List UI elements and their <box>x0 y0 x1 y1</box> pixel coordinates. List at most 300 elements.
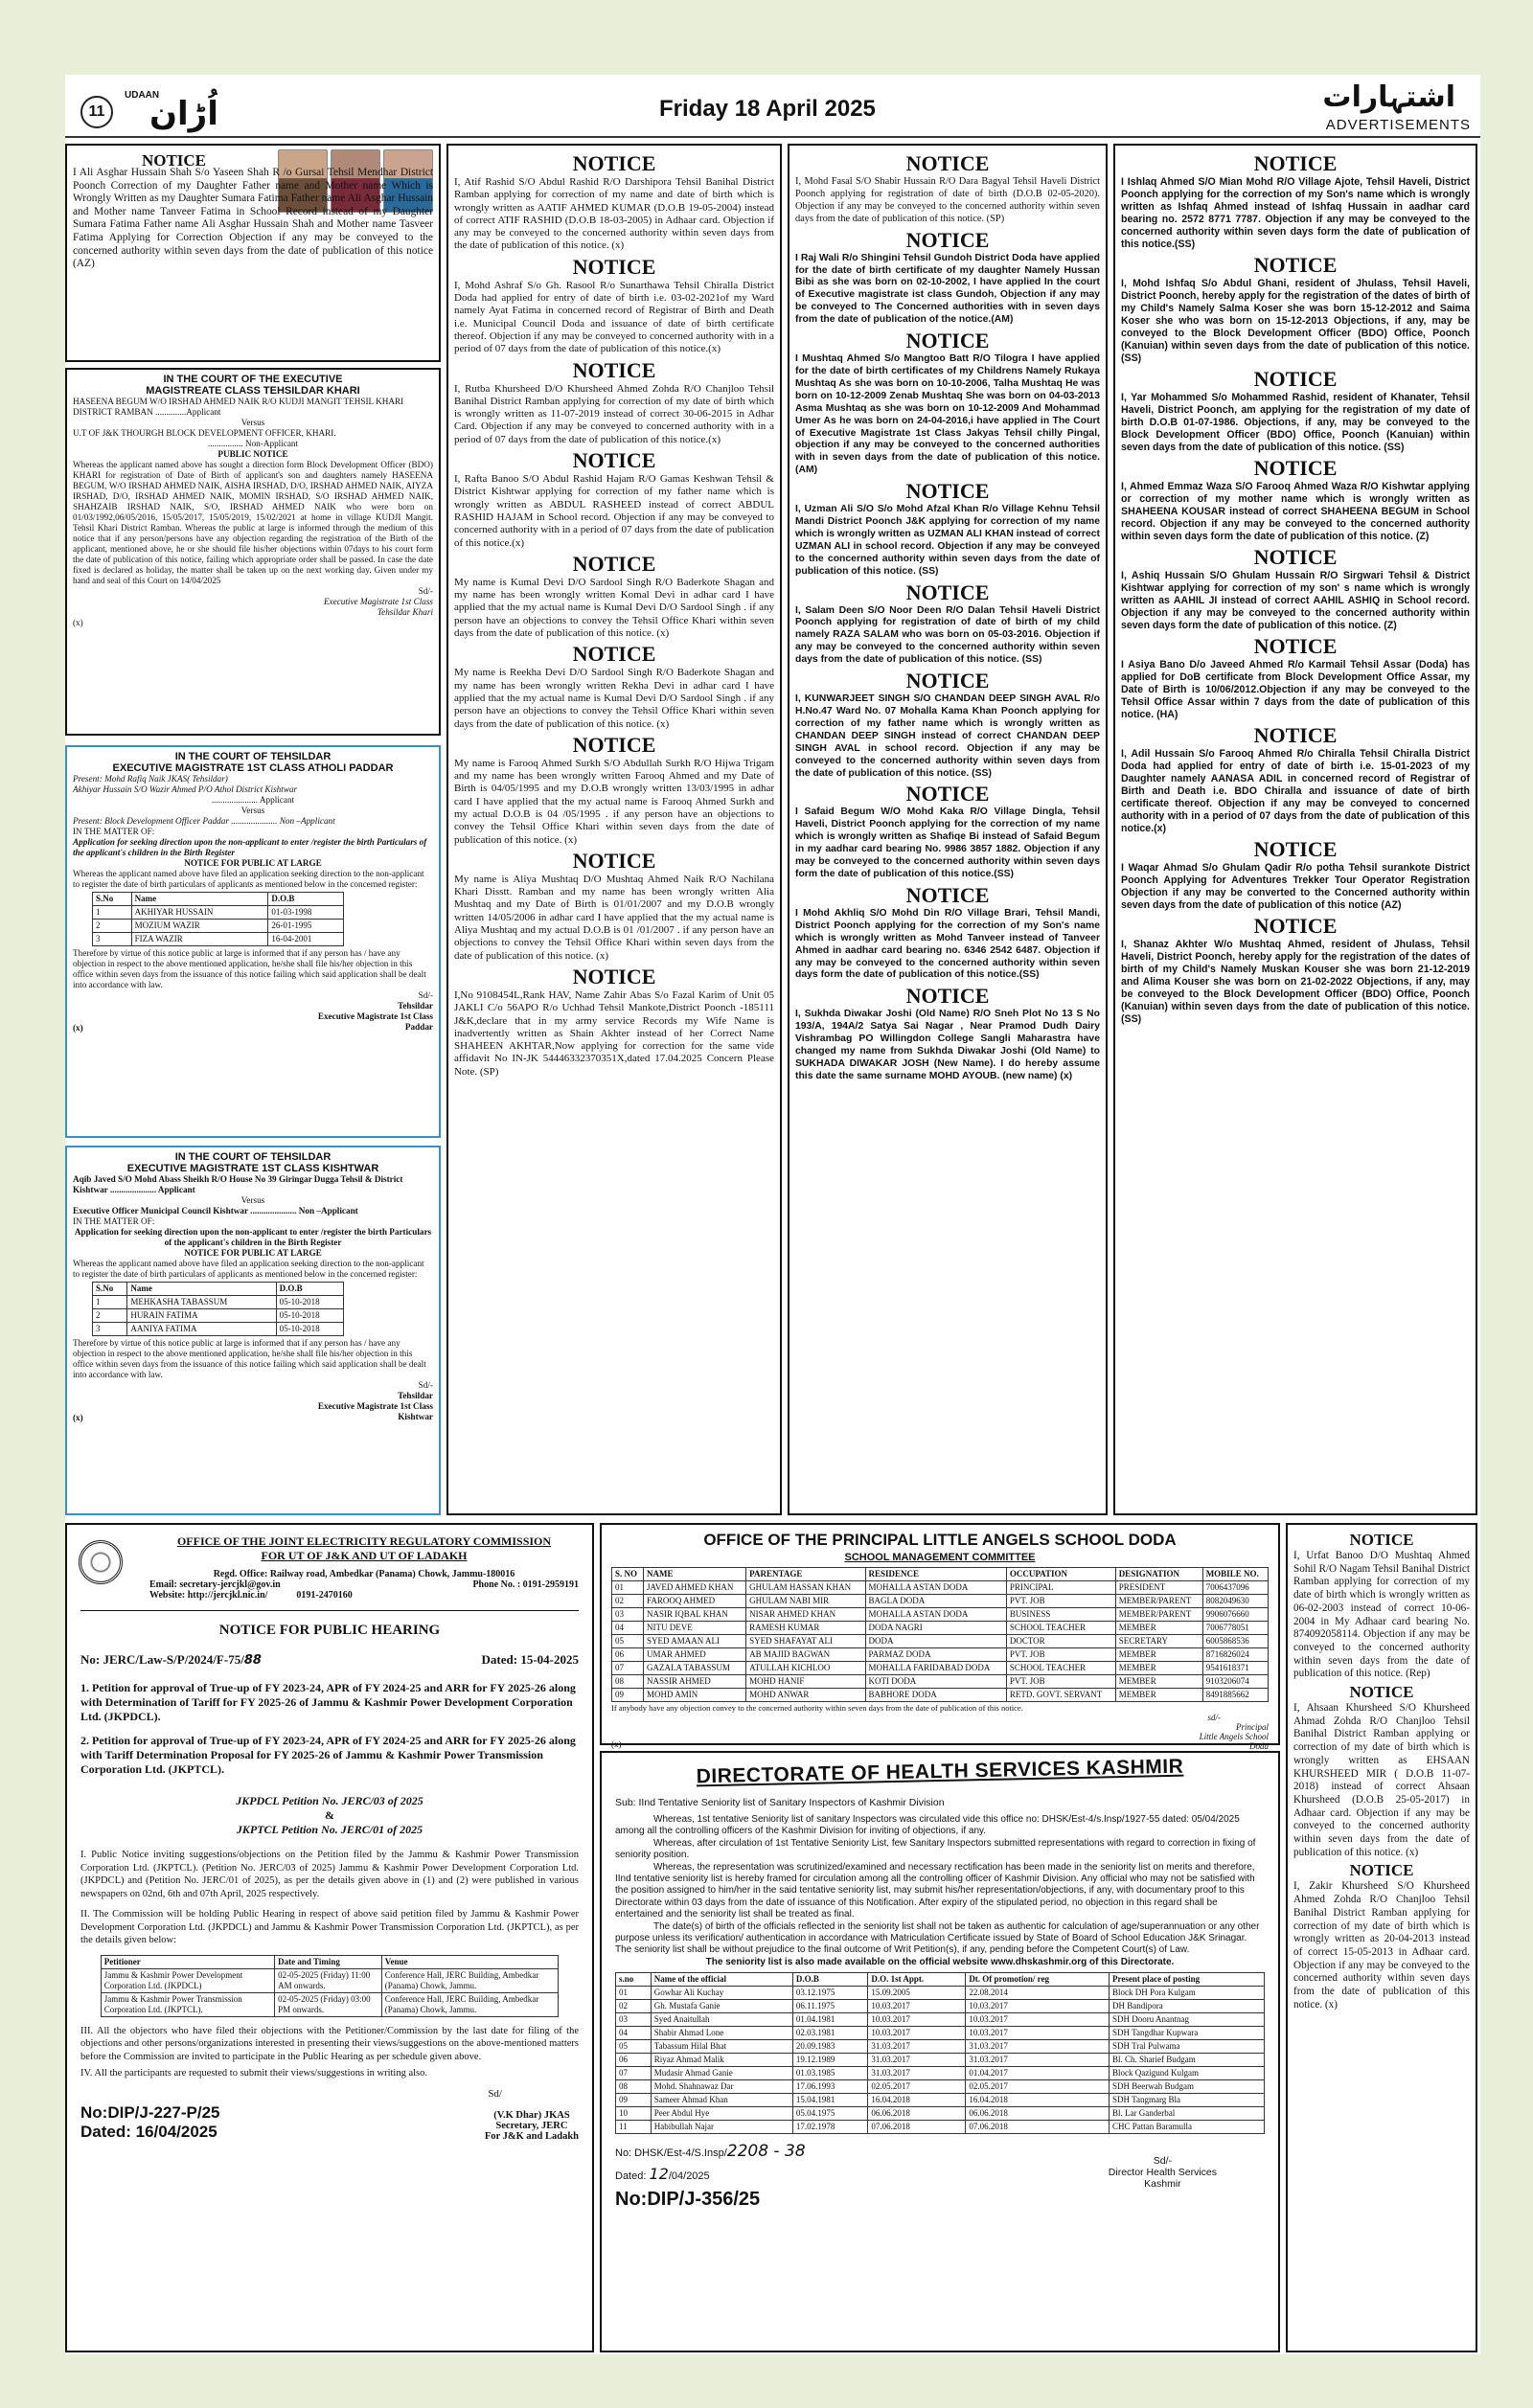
school-heading: OFFICE OF THE PRINCIPAL LITTLE ANGELS SCHOOL DODA <box>703 1531 1177 1549</box>
table-cell: AKHIYAR HUSSAIN <box>131 906 268 920</box>
table-cell: PVT. JOB <box>1006 1648 1115 1662</box>
table-cell: MOHD HANIF <box>746 1675 865 1689</box>
table-cell: 1 <box>93 906 132 920</box>
table-cell: Conference Hall, JERC Building, Ambedkar (Panama) Chowk, Jammu. <box>381 1968 558 1992</box>
table-cell: MOHALLA ASTAN DODA <box>865 1581 1006 1595</box>
notice-title: NOTICE <box>1253 151 1338 175</box>
section-title-urdu: اشتہارات <box>1322 80 1455 114</box>
dhs-para-1: Whereas, 1st tentative Seniority list of sanitary Inspectors was circulated vide this office no: DHSK/Est-4/s.Insp/1927-55 dated: 05/04/2025 among all the controlling officers of the Kashmir Division for inviting of objections, if any. <box>615 1814 1240 1837</box>
table-cell: 06.11.1975 <box>792 2000 867 2013</box>
jerc-title: NOTICE FOR PUBLIC HEARING <box>218 1623 441 1638</box>
table-cell: 05.04.1975 <box>792 2107 867 2121</box>
table-row <box>93 906 344 920</box>
notice-body: I, Rutba Khursheed D/O Khursheed Ahmed Zohda R/O Chanjloo Tehsil Banihal District Ramban applying for correction of my date of birth which is wrongly written as 11-07-2019 instead of correct 30-06-2015 in Adhar Card. Objection if any may be conveyed to concerned authority with in a period of 07 days from the date of publication of this notice.(x) <box>454 382 774 445</box>
notice-body: I, Sukhda Diwakar Joshi (Old Name) R/O Sneh Plot No 13 S No 193/A, 194A/2 Satya Sai Nagar , Near Pramod Dudh Dairy Vishrambag PO Willingdon College Sangli Maharastra have changed my name from Sukhda Diwakar Joshi (Old Name) to SUKHADA DIWAKAR JOSH (New Name). I do hereby assume this date the same surname MOHD AYOUB. (new name) (x) <box>795 1009 1100 1081</box>
seniority-table <box>615 1972 1265 2134</box>
table-header-cell: Name <box>131 893 268 906</box>
clause-ii: II. The Commission will be holding Public Hearing in respect of above said petition filed by Jammu & Kashmir Power Development Corporation Ltd. (JKPDCL) and Jammu & Kashmir Power Transmission Corporation Ltd. (JKPTCL), as per the details given below: <box>80 1909 579 1945</box>
table-cell: AANIYA FATIMA <box>127 1323 276 1336</box>
table-cell: 05 <box>612 1635 644 1648</box>
signatory-name: (V.K Dhar) JKAS <box>493 2109 570 2121</box>
table-cell: KOTI DODA <box>865 1675 1006 1689</box>
table-cell: 7006437096 <box>1202 1581 1268 1595</box>
table-cell: 9906076660 <box>1202 1608 1268 1622</box>
table-cell: Tabassum Hilal Bhat <box>651 2040 792 2054</box>
jerc-contact <box>149 1579 579 1590</box>
table-header-cell: Name of the official <box>651 1973 792 1987</box>
jerc-phone: Phone No. : 0191-2959191 <box>472 1579 579 1590</box>
table-row <box>101 1968 558 1992</box>
table-row <box>612 1622 1269 1635</box>
table-header-cell: OCCUPATION <box>1006 1568 1115 1581</box>
signatory-subtitle: Executive Magistrate 1st Class <box>317 1011 433 1021</box>
table-cell: MOHD AMIN <box>644 1689 746 1702</box>
public-notice-title: PUBLIC NOTICE <box>217 449 288 459</box>
table-cell: 19.12.1989 <box>792 2054 867 2067</box>
notice-title: NOTICE <box>905 227 990 252</box>
table-header-cell: PARENTAGE <box>746 1568 865 1581</box>
jerc-email: Email: secretary-jercjkl@gov.in <box>149 1579 281 1590</box>
hearing-schedule-table <box>101 1955 559 2017</box>
table-cell: 02 <box>612 1595 644 1608</box>
table-cell: 31.03.2017 <box>868 2040 966 2054</box>
notice-intro: Whereas the applicant named above have filed an application seeking direction to the non-applicant to register the date of birth particulars of applicants as mentioned below in the concerned register: <box>73 1259 424 1279</box>
dhs-footer <box>615 2142 1265 2211</box>
notice-title: NOTICE <box>572 448 656 473</box>
dip-number: No:DIP/J-227-P/25 <box>80 2102 220 2122</box>
jerc-footer <box>80 2103 579 2142</box>
notice-body: I, Mohd Ishfaq S/o Abdul Ghani, resident of Jhulass, Tehsil Haveli, District Poonch, hereby apply for the registration of the dates of birth of my Child's Namely Salma Koser she was born 15-12-2012 and Saima Koser she who was born on 15-12-2013 Objections, if any, may be conveyed to the Block Development Officer (BDO) Office, Poonch (Kanuian) within seven days from the date of publication of this notice.(SS) <box>1121 278 1470 364</box>
notice-title: NOTICE <box>572 357 656 382</box>
table-row <box>616 2107 1265 2121</box>
table-header-cell: D.O. 1st Appt. <box>868 1973 966 1987</box>
table-cell: MEMBER <box>1115 1622 1202 1635</box>
logo-urdu: اُڑان <box>149 95 218 133</box>
table-cell: GHULAM NABI MIR <box>746 1595 865 1608</box>
notice-body: I, Ahmed Emmaz Waza S/O Farooq Ahmed Waza R/O Kishwtar applying or correction of my mother name which is wrongly written as SHAHEENA KOUSAR instead of correct SHAHEENA BEGUM in School record. Objection if any may be conveyed to the concerned authority within seven days form the date of publication of this notice. (Z) <box>1121 481 1470 542</box>
table-cell: 01-03-1998 <box>268 906 344 920</box>
dhs-date-handwritten: 12 <box>649 2165 669 2184</box>
notice-court-kishtwar <box>65 1146 441 1515</box>
table-cell: SYED SHAFAYAT ALI <box>746 1635 865 1648</box>
table-row <box>612 1689 1269 1702</box>
notice-title: NOTICE <box>1253 367 1338 391</box>
table-header-cell: S. NO <box>612 1568 644 1581</box>
table-cell: 02 <box>616 2000 652 2013</box>
clause-iv: IV. All the participants are requested to submit their views/suggestions in writing also. <box>80 2068 427 2079</box>
table-cell: 9103206074 <box>1202 1675 1268 1689</box>
table-cell: 10.03.2017 <box>868 2000 966 2013</box>
table-cell: Gowhar Ali Kuchay <box>651 1987 792 2000</box>
table-cell: 9541618371 <box>1202 1662 1268 1675</box>
table-cell: 8082049630 <box>1202 1595 1268 1608</box>
dhs-para-5: The seniority list is also made available on the official website www.dhskashmir.org of this Directorate. <box>705 1956 1175 1967</box>
applicant: Akhiyar Hussain S/O Wazir Ahmed P/O Athol District Kishtwar <box>73 784 298 794</box>
notice-title: NOTICE <box>1253 634 1338 658</box>
table-header-cell: Petitioner <box>101 1955 274 1968</box>
notice-title: NOTICE <box>1253 837 1338 861</box>
dhs-ref-no: No: DHSK/Est-4/S.Insp/ <box>615 2147 727 2160</box>
jerc-fax: 0191-2470160 <box>296 1590 353 1601</box>
table-cell: 15.04.1981 <box>792 2094 867 2107</box>
dhs-para-4: The date(s) of birth of the officials reflected in the seniority list shall not be taken as authentic for calculation of age/superannuation or any other purpose unless its verification/ authentication in accordance with Matriculation Certificate issued by State of Board of School Education J&K Srinagar. The seniority list shall be without prejudice to the final outcome of Writ Petition(s), if any, pending before the Competent Court(s) of Law. <box>615 1920 1260 1956</box>
public-notice-title: NOTICE FOR PUBLIC AT LARGE <box>184 858 322 868</box>
notice-body: I, KUNWARJEET SINGH S/O CHANDAN DEEP SINGH AVAL R/o H.No.47 Ward No. 07 Mohalla Kama Khan Poonch applying for correction of my father name which is wrongly written as CHANDAN DEEP SINGH instead of correct CHANDAN DEEP SINGH AVAL in school record. Objection if any may be conveyed to the concerned authority within seven days from the date of publication of this notice. (SS) <box>795 693 1100 779</box>
clause-iii: III. All the objectors who have filed their objections with the Petitioner/Commission by the last date for filing of the objections and other persons/organizations interested in presenting their views/suggestions on the above-mentioned matters before the Commission are invited to participate in the Public Hearing as per schedule given above. <box>80 2025 579 2062</box>
table-cell: SECRETARY <box>1115 1635 1202 1648</box>
table-header-cell: DESIGNATION <box>1115 1568 1202 1581</box>
table-cell: RETD. GOVT. SERVANT <box>1006 1689 1115 1702</box>
notices-column-3 <box>788 144 1108 1515</box>
notice-body: I, Ashiq Hussain S/O Ghulam Hussain R/O Sirgwari Tehsil & District Kishtwar applying for correction of my son' s name which is wrongly written as AAHIL JI instead of correct AAHIL ASHIQ in School record. Objection if any may be conveyed to the concerned authority within seven days form the date of publication of this notice. (Z) <box>1121 570 1470 631</box>
table-cell: 02.05.2017 <box>966 2080 1110 2094</box>
table-row <box>612 1675 1269 1689</box>
table-row <box>101 1992 558 2016</box>
respondent: Executive Officer Municipal Council Kishtwar ..................... Non –Applicant <box>73 1206 358 1215</box>
notice-body: My name is Kumal Devi D/O Sardool Singh R/O Baderkote Shagan and my name has been wrongly written Komal Devi in adhar card I have applied that the my actual name is Kumal Devi D/O Sardool Singh . if any person have an objections to convey the Tehsil Office Khari within seven days from the date of publication of this notice. (x) <box>454 576 774 640</box>
table-cell: DODA NAGRI <box>865 1622 1006 1635</box>
notice-title: NOTICE <box>905 669 990 693</box>
table-cell: 05-10-2018 <box>276 1309 344 1323</box>
signatory-title: Tehsildar <box>398 1391 433 1400</box>
logo-text: UDAAN <box>125 90 160 101</box>
table-cell: 10 <box>616 2107 652 2121</box>
table-cell: MEMBER/PARENT <box>1115 1595 1202 1608</box>
table-cell: Conference Hall, JERC Building, Ambedkar (Panama) Chowk, Jammu. <box>381 1992 558 2016</box>
notice-court-paddar <box>65 745 441 1138</box>
jerc-web-line <box>149 1590 579 1601</box>
table-cell: 10.03.2017 <box>966 2013 1110 2027</box>
table-header-cell: S.No <box>93 893 132 906</box>
notice-title: NOTICE <box>1253 253 1338 277</box>
dhs-date-rest: /04/2025 <box>668 2170 710 2183</box>
notice-body: I, Rafta Banoo S/O Abdul Rashid Hajam R/O Gamas Keshwan Tehsil & District Kishtwar applying for correction of my father name which is wrongly written as ABDUL RASHEED instead of correct ABDUL RASHID HAJAM in School record. Objection if any may be conveyed to concerned authority with in a period of 07 days from the date of publication of this notice.(x) <box>454 473 774 549</box>
table-row <box>93 1323 344 1336</box>
table-cell: 05 <box>616 2040 652 2054</box>
table-cell: Block Qazigund Kulgam <box>1110 2067 1265 2080</box>
notice-title: NOTICE <box>905 782 990 806</box>
applicants-table <box>92 892 344 946</box>
table-cell: CHC Pattan Baramulla <box>1110 2121 1265 2134</box>
table-cell: NISAR AHMED KHAN <box>746 1608 865 1622</box>
table-cell: Jammu & Kashmir Power Development Corporation Ltd. (JKPDCL) <box>101 1968 274 1992</box>
table-cell: 01.03.1985 <box>792 2067 867 2080</box>
notice-body: I Waqar Ahmad S/o Ghulam Qadir R/o potha Tehsil surankote District Poonch Applying for Adventures Trekker Tour Operator Registration Objection if any may be converted to the Concerned authority within seven days from the date of publication of this notice (AZ) <box>1121 862 1470 911</box>
table-cell: MEMBER/PARENT <box>1115 1608 1202 1622</box>
table-row <box>612 1581 1269 1595</box>
table-cell: Mohd. Shahnawaz Dar <box>651 2080 792 2094</box>
applicants-table <box>92 1282 344 1336</box>
notice-body: I, Uzman Ali S/O S/o Mohd Afzal Khan R/o Village Kehnu Tehsil Mandi District Poonch J&K applying for correction of my name which is wrongly written as UZMAN ALI KHAN instead of correct UZMAN ALI in school record. Objection if any may be conveyed to the concerned authority within seven days from the date of publication of this notice. (SS) <box>795 504 1100 577</box>
table-cell: DH Bandipora <box>1110 2000 1265 2013</box>
table-cell: UMAR AHMED <box>644 1648 746 1662</box>
table-cell: 06.06.2018 <box>868 2107 966 2121</box>
table-header-cell: MOBILE NO. <box>1202 1568 1268 1581</box>
table-row <box>616 2027 1265 2040</box>
notice-title: NOTICE <box>572 642 656 667</box>
notice-body: I, Zakir Khursheed S/O Khursheed Ahmed Zohda R/O Chanjloo Tehsil Banihal District Ramban applying for correction of my date of birth which is wrongly written as 20-04-2013 instead of correct 15-05-2013 in Adhaar card. Objection if any may be conveyed to the concerned authority within seven days from the date of publication of this notice. (x) <box>1293 1880 1470 2010</box>
table-cell: SDH Tangmarg Bla <box>1110 2094 1265 2107</box>
signatory-title: Secretary, JERC <box>495 2120 568 2131</box>
table-cell: 16-04-2001 <box>268 933 344 946</box>
notice-title: NOTICE <box>141 151 207 170</box>
table-cell: 04 <box>612 1622 644 1635</box>
table-cell: 05-10-2018 <box>276 1296 344 1309</box>
signatory-title: Director Health Services <box>1108 2167 1217 2179</box>
table-cell: 02-05-2025 (Friday) 11:00 AM onwards. <box>275 1968 382 1992</box>
table-cell: 31.03.2017 <box>868 2067 966 2080</box>
notice-title: NOTICE <box>1253 914 1338 938</box>
jerc-address: Regd. Office: Railway road, Ambedkar (Panama) Chowk, Jammu-180016 <box>213 1569 515 1579</box>
notice-body: I, Shanaz Akhter W/o Mushtaq Ahmed, resident of Jhulass, Tehsil Haveli, District Poonch, hereby apply for the registration of the dates of birth of my Child's Namely Muskan Kouser she was born 21-12-2019 and Alima Kouser she was born on 21-02-2022 Objections, if any, may be conveyed to the Block Development Officer (BDO) Office, Poonch (Kanuian) within seven days from the date of publication of this notice. (SS) <box>1121 939 1470 1025</box>
table-cell: Riyaz Ahmad Malik <box>651 2054 792 2067</box>
table-cell: 01.04.2017 <box>966 2067 1110 2080</box>
signatory-subtitle: Executive Magistrate 1st Class <box>317 1401 433 1411</box>
table-row <box>616 2121 1265 2134</box>
notice-title: NOTICE <box>1349 1861 1414 1880</box>
table-cell: 09 <box>616 2094 652 2107</box>
matter-label: IN THE MATTER OF: <box>73 827 155 836</box>
notice-body: I, Yar Mohammed S/o Mohammed Rashid, resident of Khanater, Tehsil Haveli, District Poonch, am applying for the registration of my date of birth D.O.B 01-07-1986. Objections, if any, may be conveyed to the Block Development Officer (BDO) Office, Poonch (Kanuian) within seven days from the date of publication of this notice. (SS) <box>1121 392 1470 453</box>
table-cell: MEMBER <box>1115 1662 1202 1675</box>
table-cell: 10.03.2017 <box>868 2013 966 2027</box>
table-cell: BABHORE DODA <box>865 1689 1006 1702</box>
table-cell: 10.03.2017 <box>868 2027 966 2040</box>
table-cell: 17.06.1993 <box>792 2080 867 2094</box>
notice-title: NOTICE <box>905 579 990 604</box>
table-cell: Mudasir Ahmad Ganie <box>651 2067 792 2080</box>
table-cell: 07 <box>612 1662 644 1675</box>
table-cell: Bl. Ch. Sharief Budgam <box>1110 2054 1265 2067</box>
notice-body: I, Salam Deen S/O Noor Deen R/O Dalan Tehsil Haveli District Poonch applying for registration of date of birth of my child namely RAZA SALAM who was born on 05-03-2016. Objection if any may be conveyed to the concerned authority within seven days from the date of publication of this notice. (SS) <box>795 604 1100 666</box>
notice-title: NOTICE <box>572 848 656 873</box>
table-cell: 16.04.2018 <box>868 2094 966 2107</box>
table-cell: PVT. JOB <box>1006 1675 1115 1689</box>
table-cell: Sameer Ahmad Khan <box>651 2094 792 2107</box>
table-cell: Peer Abdul Hye <box>651 2107 792 2121</box>
table-cell: 6005868536 <box>1202 1635 1268 1648</box>
notice-court-khari <box>65 368 441 736</box>
table-row <box>616 1987 1265 2000</box>
table-row <box>616 2054 1265 2067</box>
notice-body: My name is Farooq Ahmed Surkh S/O Abdullah Surkh R/O Hijwa Trigam and my name has been wrongly written Farooq Ahmed and my Date of Birth is 04/05/1995 and my D.O.B wrongly written 13/03/1995 in adhar card I have applied that the my actual name is Farooq Ahmed Surkh and my actual D.O.B is 04 /05/1995 . if any person have an objections to convey the Tehsil Office Khari within seven days from the date of publication of this notice. (x) <box>454 757 774 846</box>
court-subheading: EXECUTIVE MAGISTRATE 1ST CLASS ATHOLI PADDAR <box>112 762 394 774</box>
table-cell: 10.03.2017 <box>966 2027 1110 2040</box>
table-cell: FAROOQ AHMED <box>644 1595 746 1608</box>
court-heading: IN THE COURT OF THE EXECUTIVE <box>163 374 343 385</box>
petition-2: 2. Petition for approval of True-up of FY 2023-24, APR of FY 2024-25 and ARR for FY 2025-26 along with Tariff Determination Proposal for FY 2025-26 of Jammu & Kashmir Power Transmission Corporation Ltd. (JKPTCL). <box>80 1734 576 1776</box>
non-applicant: ................ Non-Applicant <box>207 439 299 448</box>
table-cell: 2 <box>93 920 132 933</box>
notice-title: NOTICE <box>572 551 656 576</box>
table-cell: Block DH Pora Kulgam <box>1110 1987 1265 2000</box>
table-row <box>612 1595 1269 1608</box>
table-row <box>616 2067 1265 2080</box>
jerc-date: Dated: 15-04-2025 <box>481 1652 579 1667</box>
table-cell: 03.12.1975 <box>792 1987 867 2000</box>
notice-title: NOTICE <box>905 151 990 175</box>
table-cell: 3 <box>93 933 132 946</box>
table-cell: GHULAM HASSAN KHAN <box>746 1581 865 1595</box>
notice-title: NOTICE <box>905 479 990 504</box>
table-cell: 06 <box>616 2054 652 2067</box>
signatory-school: Little Angels School <box>1199 1732 1269 1741</box>
table-cell: Bl. Lar Ganderbal <box>1110 2107 1265 2121</box>
jerc-heading: OFFICE OF THE JOINT ELECTRICITY REGULATORY COMMISSION <box>176 1534 552 1548</box>
notices-column-2 <box>446 144 782 1515</box>
matter-subject: Application for seeking direction upon the non-applicant to enter /register the birth Particulars of the applicant's children in the Birth Register <box>74 1227 432 1247</box>
signature-mark: Sd/- <box>418 1380 433 1390</box>
notice-body: I, Mohd Ashraf S/o Gh. Rasool R/o Sunarthawa Tehsil Chiralla District Doda had applied for entry of date of birth i.e. 03-02-2021of my Ward namely Ayat Fatima in concerned record of Registrar of Birth and Death i.e. Municipal Council Doda and issuance of date of birth certificate thereof. Objection if any may be conveyed to concerned authority with in a period of 07 days from the date of publication of this notice.(x) <box>454 279 774 355</box>
table-cell: 05-10-2018 <box>276 1323 344 1336</box>
dhs-title: DIRECTORATE OF HEALTH SERVICES KASHMIR <box>696 1755 1184 1788</box>
table-cell: DOCTOR <box>1006 1635 1115 1648</box>
ad-code: (x) <box>73 1023 83 1033</box>
notice-title: NOTICE <box>905 984 990 1009</box>
table-cell: 22.08.2014 <box>966 1987 1110 2000</box>
table-cell: NASIR IQBAL KHAN <box>644 1608 746 1622</box>
notice-intro: Whereas the applicant named above have filed an application seeking direction to the non-applicant to register the date of birth particulars of applicants as mentioned below in the concerned register: <box>73 869 424 889</box>
table-cell: 07.06.2018 <box>966 2121 1110 2134</box>
table-row <box>612 1662 1269 1675</box>
versus: Versus <box>240 806 265 815</box>
jerc-website[interactable]: Website: http://jercjkl.nic.in/ <box>149 1590 268 1601</box>
notice-body: I Ishlaq Ahmed S/O Mian Mohd R/O Village Ajote, Tehsil Haveli, District Poonch applying for the correction of my Son's name which is wrongly written as Ishfaq Ahmed instead of Ishfaq Hussain in aadhar card bearing no. 2572 8771 7787. Objection if any may be conveyed to the concerned authority within seven days form the date of publication of this notice.(SS) <box>1121 176 1470 250</box>
table-cell: MOZIUM WAZIR <box>131 920 268 933</box>
table-row <box>612 1635 1269 1648</box>
notices-column-4 <box>1113 144 1477 1515</box>
versus: Versus <box>240 1195 265 1205</box>
notice-body: I Raj Wali R/o Shingini Tehsil Gundoh District Doda have applied for the date of birth certificate of my daughter Namely Hussan Bibi as she was born on 02-10-2002, I have applied In the court of Executive magistrate ist class Gundoh, Objection if any may be conveyed to The Concerned authorities with in seven days from the date of publication of the notice.(AM) <box>795 252 1100 326</box>
table-row <box>616 2040 1265 2054</box>
table-cell: PRINCIPAL <box>1006 1581 1115 1595</box>
dhs-para-3: Whereas, the representation was scrutinized/examined and necessary rectification has been made in the seniority list on merits and therefore, IInd tentative seniority list is hereby framed for circulation among all the controlling officer of Kashmir Division. Any official who may not be satisfied with the position assigned to him/her in the said tentative seniority list, may submit his/her representation/objections, if any, with documentary proof to this Directorate within 03 days from the date of issuance of this Notification. After expiry of the stipulated period, no objection in this regard shall be entertained and the seniority list shall be treated as final. <box>615 1861 1255 1920</box>
table-cell: 09 <box>612 1689 644 1702</box>
notice-body: I, Urfat Banoo D/O Mushtaq Ahmed Sohil R/O Nagam Tehsil Banihal District Ramban applying for correction of my date of birth which is wrongly written as 06-02-2003 instead of correct 10-06-2004 in My Adhaar card bearing No. 874092058114. Objection if any may be conveyed to the concerned authority within seven days from the date of publication of this notice. (Rep) <box>1293 1550 1470 1680</box>
table-cell: 31.03.2017 <box>966 2054 1110 2067</box>
table-cell: 31.03.2017 <box>868 2054 966 2067</box>
notice-body: I, Mohd Fasal S/O Shabir Hussain R/O Dara Bagyal Tehsil Haveli District Poonch applying for registration of date of birth (D.O.B 02-05-2020). Objection if any may be conveyed to the concerned authority within seven days from the date of publication of this notice. (SP) <box>795 176 1100 224</box>
signatory-office: Tehsildar Khari <box>377 607 433 617</box>
applicant-label: ..................... Applicant <box>211 795 295 805</box>
notice-title: NOTICE <box>1253 723 1338 747</box>
table-cell: SDH Tangdhar Kupwara <box>1110 2027 1265 2040</box>
notice-title: NOTICE <box>572 732 656 757</box>
table-header-cell: Venue <box>381 1955 558 1968</box>
table-cell: Syed Anaitullah <box>651 2013 792 2027</box>
section-title: ADVERTISEMENTS <box>1325 117 1471 133</box>
notice-title: NOTICE <box>572 151 656 175</box>
notice-title: NOTICE <box>1253 545 1338 569</box>
ad-code: (x) <box>73 1413 83 1422</box>
notice-body: I, Adil Hussain S/o Farooq Ahmed R/o Chiralla Tehsil Chiralla District Doda had applied for entry of date of birth i.e. 15-01-2023 of my Daughter namely AANASA ADIL in concerned record of Registrar of Birth and Death i.e. BDO Chiralla and issuance of date of birth certificate thereof. Objection if any may be conveyed to concerned authority with in a period of 07 days from the date of publication of this notice.(x) <box>1121 748 1470 834</box>
table-cell: Gh. Mustafa Ganie <box>651 2000 792 2013</box>
dhs-seniority-notice <box>600 1751 1280 2352</box>
table-header-cell: D.O.B <box>792 1973 867 1987</box>
table-cell: 8716826024 <box>1202 1648 1268 1662</box>
table-header-cell: RESIDENCE <box>865 1568 1006 1581</box>
table-header-cell: Present place of posting <box>1110 1973 1265 1987</box>
notice-body: My name is Aliya Mushtaq D/O Mushtaq Ahmed Naik R/O Nachilana Khari Disstt. Ramban and my name has been wrongly written Alia Mushtaq and my Date of Birth is 01/01/2007 and my D.O.B wrongly written 14/05/2006 in adhar card I have applied that the my actual name is Aliya Mushtaq and my actual D.O.B is 01 /01/2007 . if any person have an objections to convey the Tehsil Office Khari within seven days from the date of publication of this notice. (x) <box>454 873 774 962</box>
jerc-subheading: FOR UT OF J&K AND UT OF LADAKH <box>261 1549 468 1562</box>
table-cell: 16.04.2018 <box>966 2094 1110 2107</box>
table-cell: 08 <box>612 1675 644 1689</box>
table-cell: 04 <box>616 2027 652 2040</box>
dhs-ref-handwritten: 2208 - 38 <box>726 2142 806 2162</box>
jerc-ref-handwritten: 88 <box>243 1653 262 1668</box>
table-row <box>616 2013 1265 2027</box>
table-row <box>93 920 344 933</box>
applicant: HASEENA BEGUM W/O IRSHAD AHMED NAIK R/O KUDJI MANGIT TEHSIL KHARI DISTRICT RAMBAN ..............Applicant <box>73 397 404 417</box>
respondent: U.T OF J&K THOURGH BLOCK DEVELOPMENT OFFICER, KHARI. <box>73 428 336 438</box>
signatory-office: Paddar <box>404 1022 433 1032</box>
table-cell: 06.06.2018 <box>966 2107 1110 2121</box>
table-cell: MEHKASHA TABASSUM <box>127 1296 276 1309</box>
table-row <box>612 1608 1269 1622</box>
notice-title: NOTICE <box>905 329 990 353</box>
table-row <box>93 933 344 946</box>
table-cell: 01 <box>612 1581 644 1595</box>
jerc-ref-no: No: JERC/Law-S/P/2024/F-75/ <box>80 1652 244 1667</box>
applicant: Aqib Javed S/O Mohd Abass Sheikh R/O House No 39 Giringar Dugga Tehsil & District Kishtwar ..................... Applicant <box>73 1174 403 1194</box>
notice-body: I Mushtaq Ahmed S/o Mangtoo Batt R/O Tilogra I have applied for the date of birth certificates of my Childrens Namely Rukaya Mushtaq As she was born on 10-10-2006, Talha Mushtaq He was born on 10-12-2009 Zenab Mushtaq She was born on 04-03-2013 Asma Mushtaq as she was born on 10-12-2009 And Mohammad Umer As he was born on 24-04-2016,i have applied in The Court of Executive Magistrate 1st Class Jakyas Tehsil chilly Pingal, objection if any may be conveyed to the concerned authorities with in seven days from the date of publication of this notice.(AM) <box>795 353 1100 476</box>
table-cell: MOHALLA FARIDABAD DODA <box>865 1662 1006 1675</box>
table-header-cell: Name <box>127 1283 276 1296</box>
table-cell: MEMBER <box>1115 1689 1202 1702</box>
table-cell: 01 <box>616 1987 652 2000</box>
table-header-cell: D.O.B <box>268 893 344 906</box>
dhs-subject: Sub: IInd Tentative Seniority list of Sanitary Inspectors of Kashmir Division <box>615 1797 945 1808</box>
signatory-title: Executive Magistrate 1st Class <box>323 597 433 606</box>
table-cell: 02.05.2017 <box>868 2080 966 2094</box>
court-subheading: MAGISTREATE CLASS TEHSILDAR KHARI <box>146 385 360 397</box>
table-cell: 10.03.2017 <box>966 2000 1110 2013</box>
committee-table <box>611 1567 1269 1702</box>
table-cell: 15.09.2005 <box>868 1987 966 2000</box>
table-cell: BUSINESS <box>1006 1608 1115 1622</box>
notice-title: NOTICE <box>1253 456 1338 480</box>
table-cell: 8491885662 <box>1202 1689 1268 1702</box>
table-cell: 03 <box>616 2013 652 2027</box>
table-cell: 2 <box>93 1309 127 1323</box>
table-cell: 03 <box>612 1608 644 1622</box>
table-cell: NASSIR AHMED <box>644 1675 746 1689</box>
school-note: If anybody have any objection convey to the concerned authority within seven days from the date of publication of this notice. <box>611 1703 1023 1713</box>
notice-body: I Mohd Akhliq S/O Mohd Din R/O Village Brari, Tehsil Mandi, District Poonch applying for the correction of my Son's name which is wrongly written as Mohd Tanveer instead of Tanveer Ahmed in aadhar card bearing no. 6346 2542 6487. Objection if any may be conveyed to the concerned authority within seven days form the date of publication of this notice.(SS) <box>795 907 1100 981</box>
masthead <box>65 75 1480 138</box>
table-cell: 11 <box>616 2121 652 2134</box>
signatory-place: Kashmir <box>1144 2178 1181 2191</box>
ad-code: (x) <box>611 1739 622 1749</box>
notice-body: I,No 9108454L,Rank HAV, Name Zahir Abas S/o Fazal Karim of Unit 05 JAKLI C/o 56APO R/o Uchhad Tehsil Mankote,District Poonch -185111 J&K,declare that in my army service Records my Wife Name is inadvertently written as Shain Akhter instead of her Correct Name SHAHEEN AKHTAR,Now applying for correction for the same vide affidavit No IN-JK 54446332370351X,dated 17.04.2025 Concern Please Note. (SP) <box>454 988 774 1078</box>
court-subheading: EXECUTIVE MAGISTRATE 1ST CLASS KISHTWAR <box>126 1163 379 1174</box>
table-header-cell: D.O.B <box>276 1283 344 1296</box>
ampersand: & <box>325 1808 334 1822</box>
court-heading: IN THE COURT OF TEHSILDAR <box>174 751 332 762</box>
table-header-cell: NAME <box>644 1568 746 1581</box>
petition-no-1: JKPDCL Petition No. JERC/03 of 2025 <box>236 1794 423 1807</box>
table-cell: 7006778051 <box>1202 1622 1268 1635</box>
table-cell: 26-01-1995 <box>268 920 344 933</box>
notice-body: I Asiya Bano D/o Javeed Ahmed R/o Karmail Tehsil Assar (Doda) has applied for DoB certificate from Block Development Office Assar, my Date of Birth is 10/06/2012.Objection if any may be conveyed to the Tehsil Office Assar within 7 days from the date of publication of this notice. (HA) <box>1121 659 1470 720</box>
signature-mark: Sd/ <box>488 2087 502 2100</box>
newspaper-page <box>65 75 1480 2354</box>
notice-ali-asghar <box>65 144 441 362</box>
dhs-dated-label: Dated: <box>615 2170 647 2183</box>
table-cell: MOHD ANWAR <box>746 1689 865 1702</box>
present-line: Present: Mohd Rafiq Naik JKAS( Tehsildar) <box>73 774 228 784</box>
notices-column-5 <box>1286 1523 1477 2352</box>
